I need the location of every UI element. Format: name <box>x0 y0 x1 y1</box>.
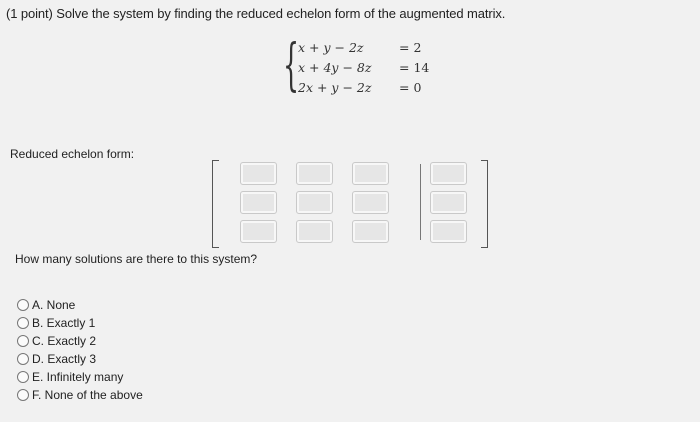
matrix-cell-r2-c3[interactable] <box>352 191 389 214</box>
matrix-cell-r1-c3[interactable] <box>352 162 389 185</box>
matrix-cell-r2-c2[interactable] <box>296 191 333 214</box>
matrix-cell-r1-c4[interactable] <box>430 162 467 185</box>
equation-system <box>283 33 433 100</box>
matrix-cell-r3-c1[interactable] <box>240 220 277 243</box>
question-prompt: (1 point) Solve the system by finding the reduced echelon form of the augmented matrix. <box>6 6 506 21</box>
equation-1-lhs: x + y − 2z <box>298 40 364 55</box>
matrix-cell-r1-c2[interactable] <box>296 162 333 185</box>
radio-button[interactable] <box>17 371 29 383</box>
radio-button[interactable] <box>17 317 29 329</box>
equation-2-rhs: = 14 <box>399 60 430 75</box>
option-label: None <box>46 298 76 312</box>
radio-button[interactable] <box>17 335 29 347</box>
radio-button[interactable] <box>17 389 29 401</box>
option-d[interactable] <box>17 350 143 368</box>
answer-options <box>17 296 143 404</box>
option-key: C. <box>32 334 48 348</box>
matrix-cell-r2-c1[interactable] <box>240 191 277 214</box>
augmentation-bar <box>420 164 421 240</box>
reduced-echelon-label: Reduced echelon form: <box>10 147 135 161</box>
equation-3-rhs: = 0 <box>399 80 422 95</box>
radio-button[interactable] <box>17 353 29 365</box>
augmented-matrix <box>212 160 488 248</box>
option-e[interactable] <box>17 368 143 386</box>
option-f[interactable] <box>17 386 143 404</box>
option-a[interactable] <box>17 296 143 314</box>
option-label: None of the above <box>44 388 143 402</box>
option-key: B. <box>32 316 47 330</box>
radio-button[interactable] <box>17 299 29 311</box>
option-c[interactable] <box>17 332 143 350</box>
option-label: Exactly 2 <box>47 334 97 348</box>
option-label: Exactly 3 <box>47 352 97 366</box>
matrix-cell-r3-c2[interactable] <box>296 220 333 243</box>
option-key: F. <box>32 388 45 402</box>
matrix-right-bracket <box>481 160 488 248</box>
equation-3-lhs: 2x + y − 2z <box>298 80 372 95</box>
left-brace: { <box>283 33 300 98</box>
matrix-cell-r2-c4[interactable] <box>430 191 467 214</box>
option-key: A. <box>32 298 47 312</box>
equation-1-rhs: = 2 <box>399 40 422 55</box>
matrix-cell-r1-c1[interactable] <box>240 162 277 185</box>
option-key: D. <box>32 352 48 366</box>
option-b[interactable] <box>17 314 143 332</box>
solutions-question: How many solutions are there to this system? <box>15 252 258 266</box>
equation-3 <box>298 80 422 95</box>
equation-2-lhs: x + 4y − 8z <box>298 60 372 75</box>
option-key: E. <box>32 370 47 384</box>
option-label: Exactly 1 <box>46 316 96 330</box>
equation-2 <box>298 60 430 75</box>
matrix-left-bracket <box>212 160 219 248</box>
matrix-cell-r3-c4[interactable] <box>430 220 467 243</box>
matrix-cell-r3-c3[interactable] <box>352 220 389 243</box>
equation-1 <box>298 40 422 55</box>
option-label: Infinitely many <box>46 370 124 384</box>
